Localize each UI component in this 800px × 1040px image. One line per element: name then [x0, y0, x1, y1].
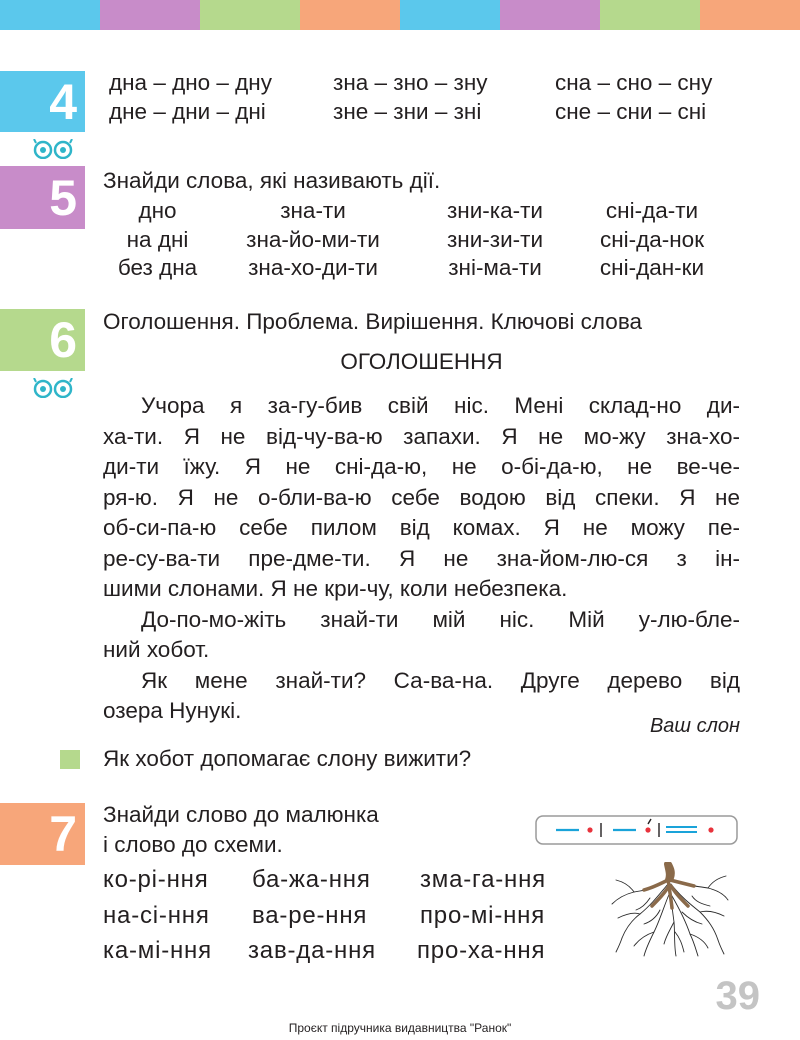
word: без дна: [117, 255, 198, 280]
word: про-мі-ння: [420, 902, 546, 929]
text-line: озера Нунукі.: [103, 698, 242, 723]
word: зав-да-ння: [248, 937, 376, 964]
task-5-instruction: Знайди слова, які називають дії.: [103, 168, 441, 193]
syllable-group: дне – дни – дні: [109, 99, 266, 124]
word: на-сі-ння: [103, 902, 210, 929]
word: сні-дан-ки: [599, 255, 705, 280]
roots-picture: [610, 862, 730, 958]
stripe: [600, 0, 700, 30]
word: сні-да-ти: [605, 198, 699, 223]
text-line: ний хобот.: [103, 637, 210, 662]
text-line: ре-су-ва-ти пре-дме-ти. Я не зна-йом-лю-ся з ін-: [103, 545, 740, 571]
syllable-group: зна – зно – зну: [333, 70, 488, 95]
task-6-question: Як хобот допомагає слону вижити?: [103, 746, 472, 771]
word: на дні: [126, 227, 189, 252]
word: зна-йо-ми-ти: [246, 227, 380, 252]
syllable-group: зне – зни – зні: [333, 99, 482, 124]
stripe: [500, 0, 600, 30]
instruction-line: Знайди слово до малюнка: [103, 802, 379, 827]
task-6-heading: Оголошення. Проблема. Вирішення. Ключові слова: [103, 309, 643, 334]
task-4-number-badge: 4: [0, 71, 85, 132]
publisher-footer: Проєкт підручника видавництва "Ранок": [288, 1021, 512, 1035]
announcement-text: [103, 391, 740, 727]
text-line: ря-ю. Я не о-бли-ва-ю себе водою від спеки. Я не: [103, 484, 740, 510]
stripe: [200, 0, 300, 30]
word-scheme-diagram: [535, 815, 738, 845]
stripe: [0, 0, 100, 30]
word: сні-да-нок: [599, 227, 705, 252]
text-line: ди-ти їжу. Я не сні-да-ю, не о-бі-да-ю, не ве-че-: [103, 454, 740, 479]
word: зні-ма-ти: [448, 255, 542, 280]
word: зна-ти: [280, 198, 346, 223]
text-line: шими слонами. Я не кри-чу, коли небезпека.: [103, 576, 568, 601]
stripe: [300, 0, 400, 30]
text-line: ха-ти. Я не від-чу-ва-ю запахи. Я не мо-жу зна-хо-: [103, 423, 740, 449]
task-6-number-badge: 6: [0, 309, 85, 371]
word: ка-мі-ння: [103, 937, 212, 964]
stripe: [700, 0, 800, 30]
word: зни-зи-ти: [446, 227, 544, 252]
word: про-ха-ння: [417, 937, 546, 964]
task-4-syllables: [0, 72, 800, 132]
owl-glasses-icon: [32, 139, 74, 159]
word: зни-ка-ти: [446, 198, 544, 223]
stripe: [400, 0, 500, 30]
word: зма-га-ння: [420, 866, 546, 893]
stripe: [100, 0, 200, 30]
task-5-words: [0, 200, 800, 290]
owl-glasses-icon: [32, 378, 74, 398]
announcement-title: ОГОЛОШЕННЯ: [340, 349, 503, 374]
word: зна-хо-ди-ти: [248, 255, 378, 280]
announcement-signature: Ваш слон: [649, 715, 740, 737]
syllable-group: сна – сно – сну: [555, 70, 713, 95]
text-line: Учора я за-гу-бив свій ніс. Мені склад-но ди-: [141, 393, 740, 418]
page-number: 39: [715, 974, 760, 1018]
text-line: Як мене знай-ти? Са-ва-на. Друге дерево від: [141, 667, 740, 693]
word: ко-рі-ння: [103, 866, 209, 893]
instruction-line: і слово до схеми.: [103, 832, 283, 857]
syllable-group: дна – дно – дну: [109, 70, 272, 95]
text-line: До-по-мо-жіть знай-ти мій ніс. Мій у-лю-бле-: [141, 606, 740, 632]
question-bullet: [60, 750, 80, 769]
word: ба-жа-ння: [252, 866, 371, 893]
task-7-number-badge: 7: [0, 803, 85, 865]
text-line: об-си-па-ю себе пилом від комах. Я не можу пе-: [103, 515, 740, 540]
task-5-number-badge: 5: [0, 166, 85, 229]
word: дно: [138, 198, 177, 223]
word: ва-ре-ння: [252, 902, 368, 929]
syllable-group: сне – сни – сні: [555, 99, 707, 124]
